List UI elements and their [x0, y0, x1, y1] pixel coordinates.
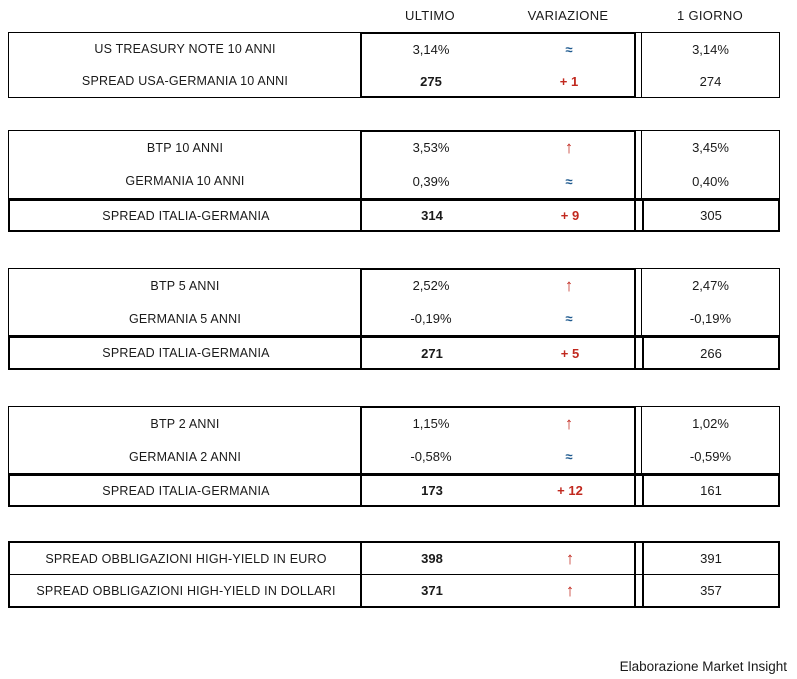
table-group-10-anni-spread — [8, 199, 780, 232]
row-label: SPREAD ITALIA-GERMANIA — [102, 346, 270, 360]
row-label: GERMANIA 10 ANNI — [125, 174, 245, 189]
variazione-cell — [501, 302, 637, 335]
table-group-10-anni — [8, 130, 780, 199]
giorno-value: -0,59% — [689, 449, 732, 464]
ultimo-cell — [361, 302, 501, 335]
ultimo-value: 275 — [420, 73, 442, 89]
ultimo-value: 2,52% — [412, 278, 450, 293]
ultimo-cell — [361, 269, 501, 302]
table-row — [9, 33, 779, 65]
giorno-value: 161 — [700, 483, 722, 498]
table-row — [9, 440, 779, 473]
giorno-value: 305 — [700, 208, 722, 223]
variazione-cell — [501, 131, 637, 165]
row-label: BTP 10 ANNI — [146, 140, 224, 155]
ultimo-cell — [362, 476, 502, 505]
giorno-value: 274 — [699, 73, 722, 89]
giorno-cell — [642, 543, 778, 574]
ultimo-value: 1,15% — [412, 416, 450, 431]
variazione-value: + 5 — [560, 345, 580, 361]
up-arrow-icon: ↑ — [564, 138, 574, 158]
giorno-cell — [641, 269, 779, 302]
variazione-cell — [502, 338, 638, 368]
giorno-value: 2,47% — [692, 278, 729, 293]
table-row — [9, 165, 779, 199]
row-label: SPREAD OBBLIGAZIONI HIGH-YIELD IN EURO — [45, 551, 327, 566]
row-label: SPREAD OBBLIGAZIONI HIGH-YIELD IN DOLLARI — [36, 583, 336, 598]
variazione-cell — [502, 201, 638, 230]
ultimo-cell — [361, 407, 501, 440]
row-label: BTP 5 ANNI — [150, 278, 220, 293]
source-credit: Elaborazione Market Insight — [619, 659, 787, 674]
row-label: GERMANIA 2 ANNI — [128, 449, 242, 464]
ultimo-value: 0,39% — [412, 173, 450, 189]
ultimo-value: 3,14% — [412, 41, 450, 57]
ultimo-cell — [362, 201, 502, 230]
giorno-cell — [642, 201, 778, 230]
giorno-value: 3,14% — [692, 41, 729, 57]
giorno-value: 266 — [700, 345, 722, 361]
table-row — [10, 574, 778, 606]
giorno-value: 357 — [700, 583, 722, 598]
column-header-1-giorno: 1 GIORNO — [677, 7, 743, 23]
giorno-cell — [642, 575, 778, 606]
row-label: SPREAD USA-GERMANIA 10 ANNI — [81, 74, 289, 88]
giorno-cell — [641, 440, 779, 473]
ultimo-cell — [362, 338, 502, 368]
giorno-cell — [641, 407, 779, 440]
giorno-value: 1,02% — [692, 416, 729, 431]
up-arrow-icon: ↑ — [565, 581, 575, 600]
variazione-cell — [501, 269, 637, 302]
ultimo-value: 271 — [421, 345, 443, 361]
giorno-value: 0,40% — [692, 173, 729, 189]
ultimo-value: -0,19% — [410, 311, 452, 326]
variazione-cell — [501, 65, 637, 97]
ultimo-value: 314 — [421, 208, 443, 223]
variazione-value: + 12 — [557, 483, 583, 498]
variazione-cell — [502, 575, 638, 606]
row-label: US TREASURY NOTE 10 ANNI — [94, 42, 276, 56]
table-row — [9, 131, 779, 165]
table-row — [10, 201, 778, 230]
giorno-cell — [641, 33, 779, 65]
variazione-value: + 9 — [560, 208, 580, 223]
variazione-cell — [502, 476, 638, 505]
giorno-value: 3,45% — [692, 140, 729, 156]
giorno-value: 391 — [700, 551, 722, 566]
variazione-cell — [501, 33, 637, 65]
table-row — [10, 476, 778, 505]
approx-equal-icon: ≈ — [565, 449, 573, 464]
table-row — [10, 543, 778, 574]
up-arrow-icon: ↑ — [564, 276, 574, 295]
giorno-value: -0,19% — [689, 311, 732, 326]
variazione-cell — [501, 165, 637, 199]
ultimo-value: 371 — [421, 583, 443, 598]
table-group-2-anni — [8, 406, 780, 474]
table-group-us-treasury — [8, 32, 780, 98]
variazione-cell — [502, 543, 638, 574]
up-arrow-icon: ↑ — [565, 549, 575, 568]
ultimo-value: 173 — [421, 483, 443, 498]
ultimo-value: -0,58% — [410, 449, 452, 464]
giorno-cell — [641, 131, 779, 165]
ultimo-cell — [362, 543, 502, 574]
ultimo-value: 398 — [421, 551, 443, 566]
ultimo-cell — [361, 33, 501, 65]
ultimo-cell — [362, 575, 502, 606]
approx-equal-icon: ≈ — [565, 41, 573, 57]
giorno-cell — [641, 165, 779, 199]
table-group-5-anni-spread — [8, 336, 780, 370]
variazione-cell — [501, 440, 637, 473]
variazione-cell — [501, 407, 637, 440]
giorno-cell — [642, 476, 778, 505]
table-row — [10, 338, 778, 368]
ultimo-cell — [361, 65, 501, 97]
giorno-cell — [642, 338, 778, 368]
variazione-value: + 1 — [559, 73, 579, 89]
row-label: SPREAD ITALIA-GERMANIA — [102, 208, 270, 223]
table-row — [9, 269, 779, 302]
row-label: GERMANIA 5 ANNI — [128, 311, 242, 326]
table-row — [9, 65, 779, 97]
ultimo-cell — [361, 440, 501, 473]
up-arrow-icon: ↑ — [564, 414, 574, 433]
table-row — [9, 302, 779, 335]
giorno-cell — [641, 65, 779, 97]
table-group-5-anni — [8, 268, 780, 336]
row-label: BTP 2 ANNI — [150, 416, 220, 431]
table-group-high-yield — [8, 541, 780, 608]
table-row — [9, 407, 779, 440]
column-header-variazione: VARIAZIONE — [527, 7, 609, 23]
giorno-cell — [641, 302, 779, 335]
approx-equal-icon: ≈ — [565, 311, 573, 326]
table-group-2-anni-spread — [8, 474, 780, 507]
ultimo-cell — [361, 131, 501, 165]
ultimo-value: 3,53% — [412, 140, 450, 156]
row-label: SPREAD ITALIA-GERMANIA — [102, 483, 270, 498]
column-header-ultimo: ULTIMO — [405, 7, 455, 23]
approx-equal-icon: ≈ — [565, 173, 573, 189]
ultimo-cell — [361, 165, 501, 199]
